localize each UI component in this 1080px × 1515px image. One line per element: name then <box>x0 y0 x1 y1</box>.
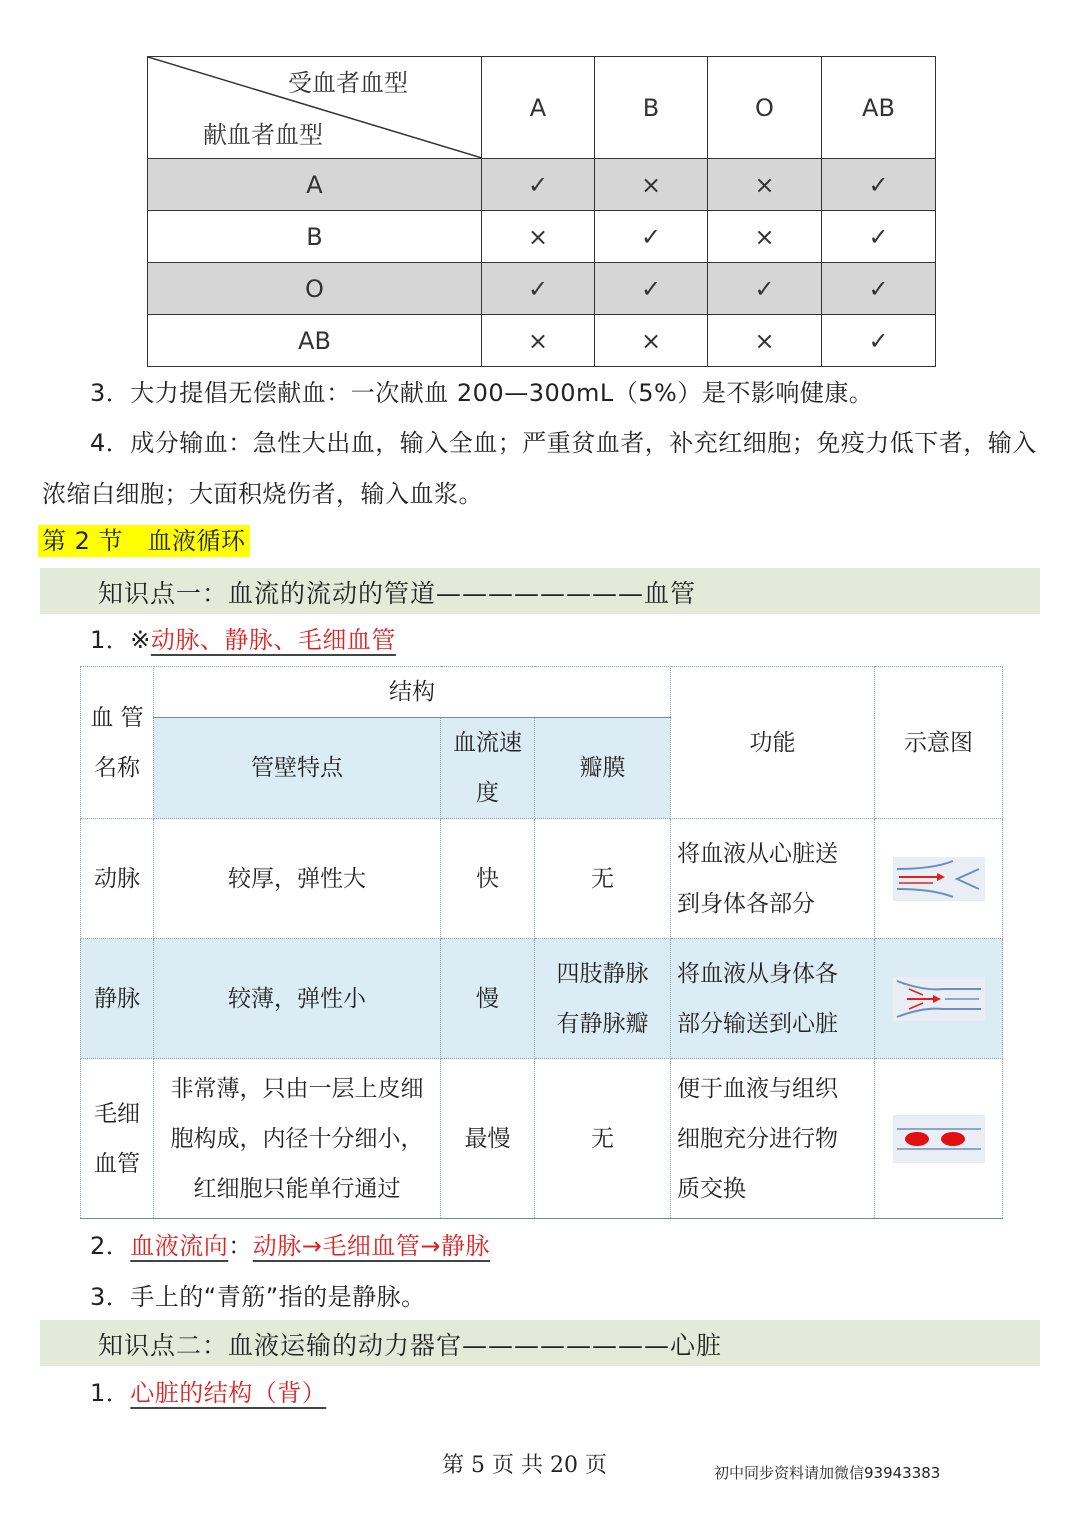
artery-diagram-icon <box>893 857 985 901</box>
vessel-name-header <box>81 667 154 819</box>
function-l2: 到身体各部分 <box>677 890 816 917</box>
compat-mark: ✓ <box>595 211 708 263</box>
vessel-name <box>81 1059 154 1219</box>
item2-prefix: 2． <box>90 1232 131 1260</box>
knowledge-point-1-bar <box>40 568 1040 614</box>
vessel-name-l2: 血管 <box>94 1150 140 1177</box>
compat-mark: ✓ <box>822 211 936 263</box>
kp2-item-1 <box>90 1373 326 1408</box>
function <box>671 1059 875 1219</box>
valve <box>535 939 671 1059</box>
table-row <box>148 315 936 367</box>
flow-speed: 最慢 <box>441 1059 535 1219</box>
valve-l1: 四肢静脉 <box>556 960 649 987</box>
vessel-name: 动脉 <box>81 819 154 939</box>
table-row <box>81 819 1003 939</box>
valve-l2: 有静脉瓣 <box>556 1010 649 1037</box>
compat-mark: × <box>595 315 708 367</box>
kp1-item-1 <box>90 620 396 655</box>
table-row <box>81 939 1003 1059</box>
item2-value: 动脉→毛细血管→静脉 <box>252 1232 490 1260</box>
point-4-text-line2: 浓缩白细胞；大面积烧伤者，输入血浆。 <box>42 480 483 508</box>
diagram-cell <box>875 939 1003 1059</box>
vein-diagram-icon <box>893 977 985 1021</box>
knowledge-point-2-title: 知识点二：血液运输的动力器官————————心脏 <box>98 1331 723 1360</box>
blood-type-table <box>147 56 936 367</box>
function-header: 功能 <box>671 667 875 819</box>
wall-feature-l1: 非常薄，只由一层上皮细 <box>170 1075 424 1102</box>
wall-feature <box>154 1059 441 1219</box>
compat-mark: ✓ <box>822 159 936 211</box>
donor-type-cell: AB <box>148 315 482 367</box>
compat-mark: × <box>482 211 595 263</box>
compat-mark: × <box>708 159 822 211</box>
section-tag: 第 2 节 血液循环 <box>38 525 250 557</box>
function-l1: 便于血液与组织 <box>677 1075 839 1102</box>
capillary-diagram-icon <box>893 1115 985 1163</box>
compat-mark: × <box>482 315 595 367</box>
recipient-type-header: A <box>482 57 595 159</box>
compat-mark: ✓ <box>822 315 936 367</box>
function-l2: 部分输送到心脏 <box>677 1010 839 1037</box>
kp2-item-1-prefix: 1． <box>90 1379 131 1407</box>
compat-mark: ✓ <box>595 263 708 315</box>
wall-feature: 较薄，弹性小 <box>154 939 441 1059</box>
compat-mark: ✓ <box>708 263 822 315</box>
watermark-text: 初中同步资料请加微信93943383 <box>714 1464 941 1482</box>
function-l1: 将血液从心脏送 <box>677 840 839 867</box>
wall-feature-l3: 红细胞只能单行通过 <box>193 1175 401 1202</box>
valve: 无 <box>535 819 671 939</box>
donor-type-label: 献血者血型 <box>203 121 323 149</box>
donor-type-cell: O <box>148 263 482 315</box>
function-l3: 质交换 <box>677 1175 747 1202</box>
kp1-item-2 <box>90 1226 490 1261</box>
structure-header: 结构 <box>154 667 671 718</box>
function-l2: 细胞充分进行物 <box>677 1125 839 1152</box>
valve-header: 瓣膜 <box>535 718 671 819</box>
page-number: 第 5 页 共 20 页 <box>442 1453 607 1478</box>
knowledge-point-2-bar <box>40 1320 1040 1366</box>
donor-type-cell: B <box>148 211 482 263</box>
compat-mark: ✓ <box>482 159 595 211</box>
section-heading <box>38 521 250 556</box>
compat-mark: × <box>595 159 708 211</box>
vessel-name: 静脉 <box>81 939 154 1059</box>
valve: 无 <box>535 1059 671 1219</box>
function <box>671 819 875 939</box>
compat-mark: × <box>708 315 822 367</box>
function <box>671 939 875 1059</box>
compat-mark: × <box>708 211 822 263</box>
wall-header: 管壁特点 <box>154 718 441 819</box>
kp1-item-3: 3．手上的“青筋”指的是静脉。 <box>90 1283 426 1311</box>
item2-colon: ： <box>228 1232 253 1260</box>
diagram-cell <box>875 1059 1003 1219</box>
function-l1: 将血液从身体各 <box>677 960 839 987</box>
donor-type-cell: A <box>148 159 482 211</box>
vessel-name-header-l2: 名称 <box>94 754 140 781</box>
vessel-name-header-l1: 血 管 <box>90 704 144 731</box>
kp2-item-1-red: 心脏的结构（背） <box>130 1379 327 1407</box>
speed-header-l1: 血流速 <box>453 730 522 756</box>
vessel-name-l1: 毛细 <box>94 1100 140 1127</box>
flow-speed: 慢 <box>441 939 535 1059</box>
point-3-text: 3．大力提倡无偿献血：一次献血 200—300mL（5%）是不影响健康。 <box>90 379 874 407</box>
recipient-type-header: O <box>708 57 822 159</box>
kp1-item-1-prefix: 1．※ <box>90 626 151 654</box>
speed-header <box>441 718 535 819</box>
item2-label: 血液流向 <box>130 1232 229 1260</box>
table-row <box>148 211 936 263</box>
recipient-type-header: AB <box>822 57 936 159</box>
diagram-cell <box>875 819 1003 939</box>
wall-feature: 较厚，弹性大 <box>154 819 441 939</box>
table-row <box>148 263 936 315</box>
diagram-header: 示意图 <box>875 667 1003 819</box>
kp1-item-1-red: 动脉、静脉、毛细血管 <box>150 626 396 654</box>
blood-vessel-table <box>80 666 1003 1219</box>
compat-mark: ✓ <box>482 263 595 315</box>
wall-feature-l2: 胞构成，内径十分细小， <box>170 1125 424 1152</box>
speed-header-l2: 度 <box>476 780 499 806</box>
recipient-type-header: B <box>595 57 708 159</box>
compat-mark: ✓ <box>822 263 936 315</box>
knowledge-point-1-title: 知识点一：血流的流动的管道————————血管 <box>98 579 697 608</box>
recipient-type-label: 受血者血型 <box>288 69 408 97</box>
table-row <box>148 159 936 211</box>
point-4-text-line1: 4．成分输血：急性大出血，输入全血；严重贫血者，补充红细胞；免疫力低下者，输入 <box>90 429 1037 457</box>
table-row <box>81 1059 1003 1219</box>
flow-speed: 快 <box>441 819 535 939</box>
table-corner-cell <box>148 57 482 159</box>
